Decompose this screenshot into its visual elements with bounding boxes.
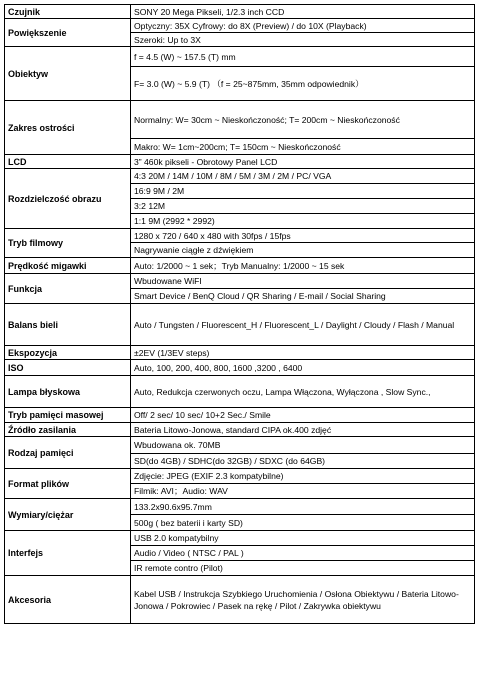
- table-row: [5, 274, 475, 289]
- table-row: [5, 5, 475, 19]
- row-value: Normalny: W= 30cm ~ Nieskończoność; T= 200cm ~ Nieskończoność: [131, 101, 475, 139]
- row-value: Wbudowana ok. 70MB: [131, 437, 475, 454]
- table-row: [5, 155, 475, 169]
- row-value: Kabel USB / Instrukcja Szybkiego Uruchomienia / Osłona Obiektywu / Bateria Litowo-Jonowa / Pokrowiec / Pasek na rękę / Pilot / Zakrywka obiektywu: [131, 576, 475, 624]
- row-value: IR remote contro (Pilot): [131, 561, 475, 576]
- table-row: [5, 469, 475, 484]
- row-label: Czujnik: [5, 5, 131, 19]
- table-row: [5, 423, 475, 437]
- row-value: 16:9 9M / 2M: [131, 184, 475, 199]
- spec-table: [4, 4, 475, 624]
- table-row: [5, 47, 475, 67]
- row-value: Auto / Tungsten / Fluorescent_H / Fluorescent_L / Daylight / Cloudy / Flash / Manual: [131, 304, 475, 346]
- table-row: [5, 376, 475, 408]
- row-value: 1280 x 720 / 640 x 480 with 30fps / 15fps: [131, 229, 475, 243]
- row-label: Zakres ostrości: [5, 101, 131, 155]
- row-value: Auto, 100, 200, 400, 800, 1600 ,3200 , 6400: [131, 360, 475, 376]
- row-value: ±2EV (1/3EV steps): [131, 346, 475, 360]
- row-label: Obiektyw: [5, 47, 131, 101]
- row-value: Szeroki: Up to 3X: [131, 33, 475, 47]
- row-label: Tryb pamięci masowej: [5, 408, 131, 423]
- row-value: Audio / Video ( NTSC / PAL ): [131, 546, 475, 561]
- row-value: USB 2.0 kompatybilny: [131, 531, 475, 546]
- row-value: 500g ( bez baterii i karty SD): [131, 515, 475, 531]
- row-value: Bateria Litowo-Jonowa, standard CIPA ok.400 zdjęć: [131, 423, 475, 437]
- row-label: Ekspozycja: [5, 346, 131, 360]
- row-value: F= 3.0 (W) ~ 5.9 (T) （f = 25~875mm, 35mm odpowiednik）: [131, 67, 475, 101]
- row-value: 133.2x90.6x95.7mm: [131, 499, 475, 515]
- table-row: [5, 531, 475, 546]
- table-row: [5, 258, 475, 274]
- row-value: 3:2 12M: [131, 199, 475, 214]
- table-row: [5, 101, 475, 139]
- row-label: ISO: [5, 360, 131, 376]
- row-label: Wymiary/ciężar: [5, 499, 131, 531]
- row-label: Źródło zasilania: [5, 423, 131, 437]
- row-value: Off/ 2 sec/ 10 sec/ 10+2 Sec./ Smile: [131, 408, 475, 423]
- row-value: Makro: W= 1cm~200cm; T= 150cm ~ Nieskończoność: [131, 139, 475, 155]
- row-value: Auto, Redukcja czerwonych oczu, Lampa Włączona, Wyłączona , Slow Sync.,: [131, 376, 475, 408]
- row-label: Powiększenie: [5, 19, 131, 47]
- table-row: [5, 19, 475, 33]
- row-label: Tryb filmowy: [5, 229, 131, 258]
- row-value: f = 4.5 (W) ~ 157.5 (T) mm: [131, 47, 475, 67]
- table-row: [5, 360, 475, 376]
- row-label: Rodzaj pamięci: [5, 437, 131, 469]
- table-row: [5, 229, 475, 243]
- row-value: Smart Device / BenQ Cloud / QR Sharing / E-mail / Social Sharing: [131, 289, 475, 304]
- table-row: [5, 304, 475, 346]
- row-value: Filmik: AVI；Audio: WAV: [131, 484, 475, 499]
- row-label: Lampa błyskowa: [5, 376, 131, 408]
- row-label: Interfejs: [5, 531, 131, 576]
- table-row: [5, 576, 475, 624]
- row-label: Akcesoria: [5, 576, 131, 624]
- row-value: SD(do 4GB) / SDHC(do 32GB) / SDXC (do 64GB): [131, 454, 475, 469]
- row-value: SONY 20 Mega Pikseli, 1/2.3 inch CCD: [131, 5, 475, 19]
- row-label: LCD: [5, 155, 131, 169]
- row-label: Format plików: [5, 469, 131, 499]
- row-label: Funkcja: [5, 274, 131, 304]
- row-value: 4:3 20M / 14M / 10M / 8M / 5M / 3M / 2M / PC/ VGA: [131, 169, 475, 184]
- row-value: Zdjęcie: JPEG (EXIF 2.3 kompatybilne): [131, 469, 475, 484]
- spec-sheet: [4, 4, 475, 624]
- table-row: [5, 169, 475, 184]
- row-value: 3” 460k pikseli - Obrotowy Panel LCD: [131, 155, 475, 169]
- row-value: 1:1 9M (2992 * 2992): [131, 214, 475, 229]
- table-row: [5, 346, 475, 360]
- table-row: [5, 408, 475, 423]
- row-label: Prędkość migawki: [5, 258, 131, 274]
- row-value: Auto: 1/2000 ~ 1 sek；Tryb Manualny: 1/2000 ~ 15 sek: [131, 258, 475, 274]
- table-row: [5, 499, 475, 515]
- row-value: Optyczny: 35X Cyfrowy: do 8X (Preview) / do 10X (Playback): [131, 19, 475, 33]
- table-row: [5, 437, 475, 454]
- row-label: Balans bieli: [5, 304, 131, 346]
- row-value: Nagrywanie ciągłe z dźwiękiem: [131, 243, 475, 258]
- row-value: Wbudowane WiFI: [131, 274, 475, 289]
- row-label: Rozdzielczość obrazu: [5, 169, 131, 229]
